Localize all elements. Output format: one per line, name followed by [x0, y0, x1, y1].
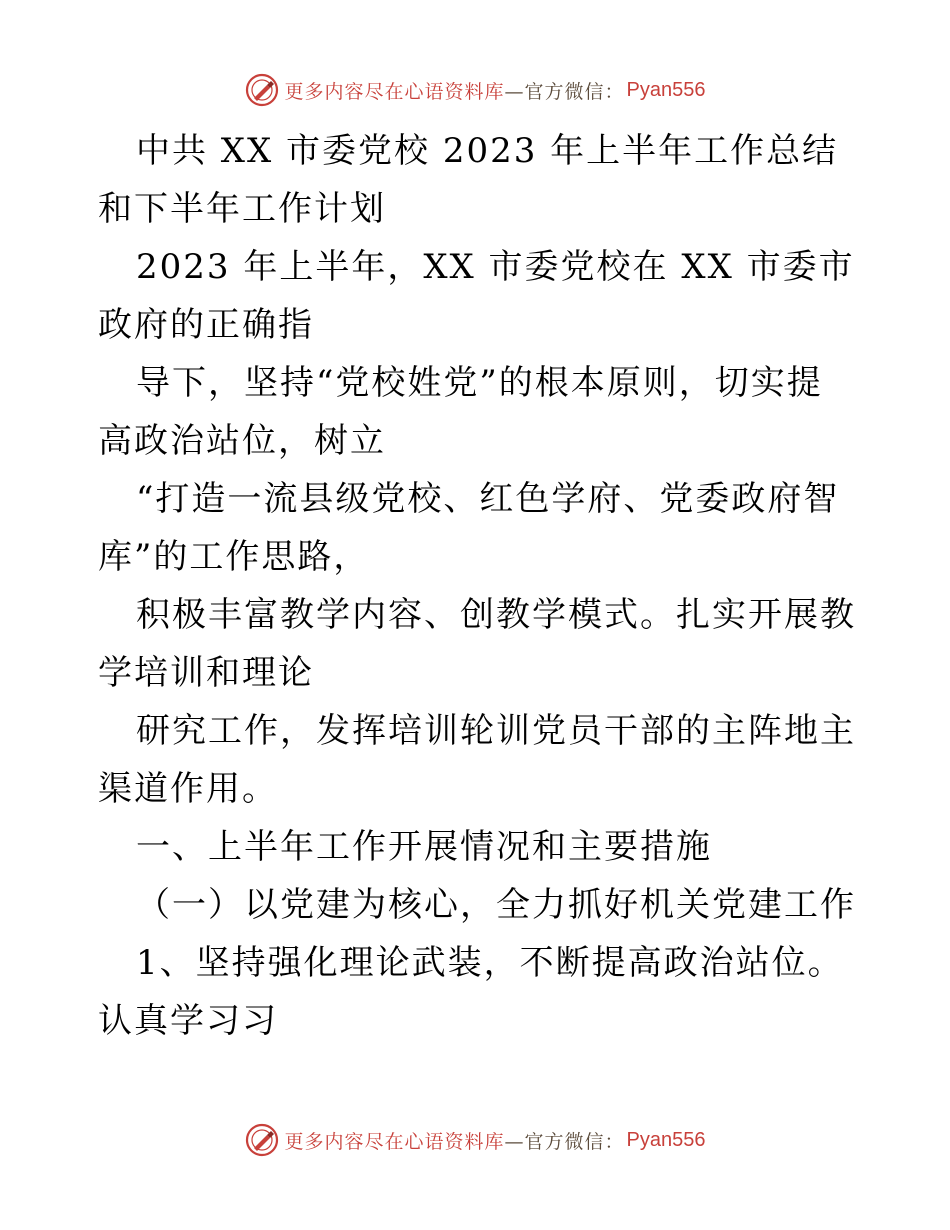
paragraph: 研究工作，发挥培训轮训党员干部的主阵地主渠道作用。: [98, 711, 856, 809]
banner-title: 更多内容尽在心语资料库: [284, 80, 505, 103]
banner-wechat-id: Pyan556: [626, 78, 706, 101]
subsection-heading: （一）以党建为核心，全力抓好机关党建工作: [136, 885, 856, 925]
header-banner: [0, 70, 950, 110]
paragraph: 积极丰富教学内容、创教学模式。扎实开展教学培训和理论: [98, 595, 856, 693]
paragraph: 2023 年上半年，XX 市委党校在 XX 市委市政府的正确指: [98, 247, 855, 345]
banner-wechat-label: —官方微信：: [504, 1130, 625, 1153]
pen-logo-icon: [245, 1123, 279, 1157]
banner-wechat-label: —官方微信：: [504, 80, 625, 103]
paragraph: “打造一流县级党校、红色学府、党委政府智库”的工作思路，: [98, 479, 840, 577]
pen-logo-icon: [245, 73, 279, 107]
banner-wechat-id: Pyan556: [626, 1128, 706, 1151]
paragraph: 1、坚持强化理论武装，不断提高政治站位。认真学习习: [98, 943, 844, 1041]
section-heading: 一、上半年工作开展情况和主要措施: [136, 827, 712, 867]
paragraph: 导下，坚持“党校姓党”的根本原则，切实提高政治站位，树立: [98, 363, 823, 461]
document-body: [98, 122, 858, 1050]
paragraph: 中共 XX 市委党校 2023 年上半年工作总结和下半年工作计划: [98, 131, 839, 229]
banner-title: 更多内容尽在心语资料库: [284, 1130, 505, 1153]
footer-banner: [0, 1120, 950, 1160]
